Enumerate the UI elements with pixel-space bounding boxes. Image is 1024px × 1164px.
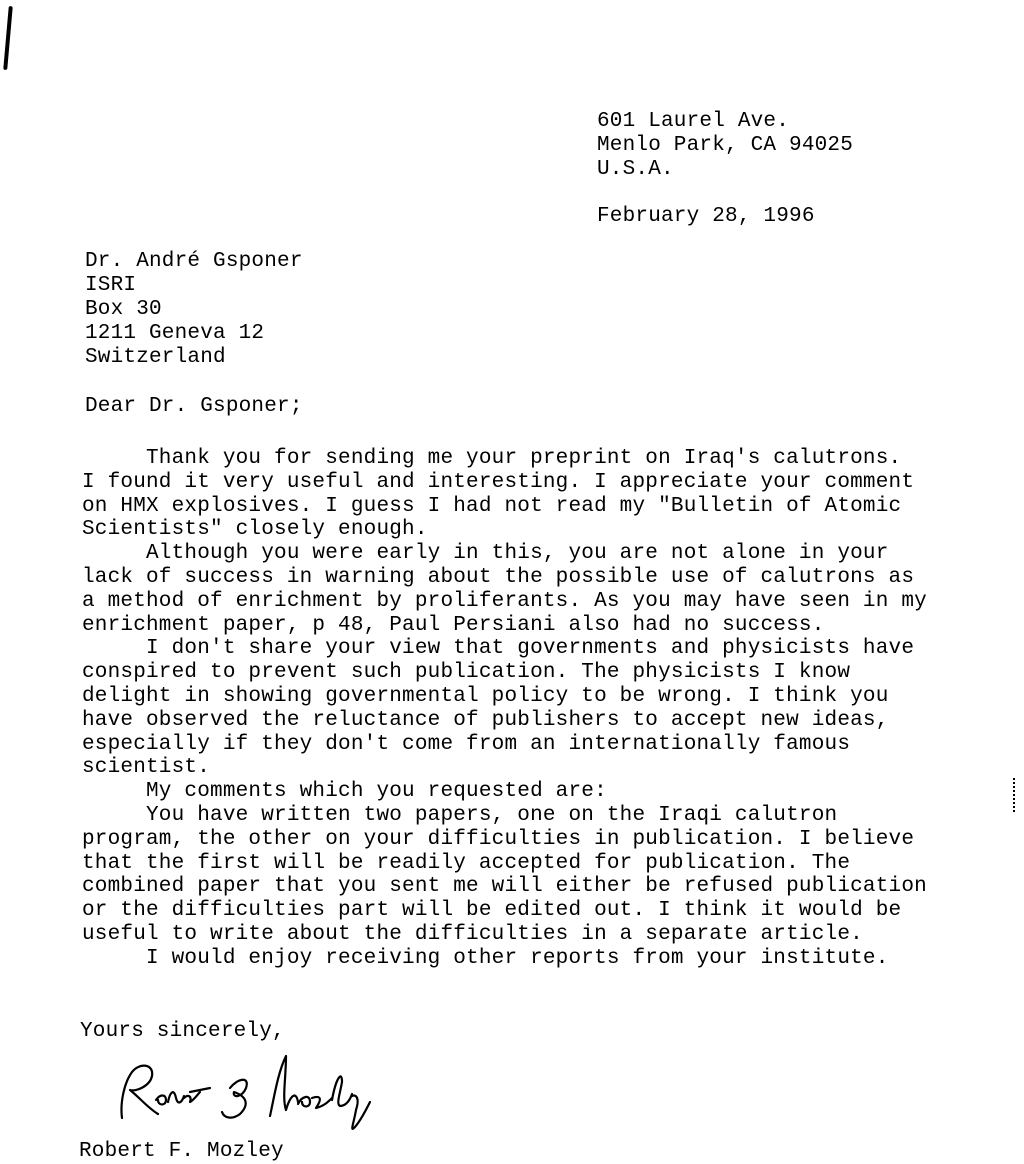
body-line: Scientists" closely enough.	[82, 518, 428, 542]
body-line: useful to write about the difficulties in a separate article.	[82, 922, 863, 946]
recipient-line: 1211 Geneva 12	[85, 322, 265, 345]
return-address-line: U.S.A.	[597, 158, 674, 181]
recipient-address	[85, 250, 303, 370]
body-line: a method of enrichment by proliferants. As you may have seen in my	[82, 589, 927, 613]
letter-date: February 28, 1996	[597, 205, 815, 228]
body-line: scientist.	[82, 756, 211, 780]
recipient-line: Box 30	[85, 298, 162, 321]
return-address-line: 601 Laurel Ave.	[597, 110, 790, 133]
body-line: conspired to prevent such publication. The physicists I know	[82, 661, 851, 685]
body-line: I would enjoy receiving other reports from your institute.	[82, 946, 889, 970]
body-line: have observed the reluctance of publishers to accept new ideas,	[82, 708, 889, 732]
body-line: program, the other on your difficulties in publication. I believe	[82, 827, 915, 851]
body-line: enrichment paper, p 48, Paul Persiani also had no success.	[82, 613, 825, 637]
body-line: My comments which you requested are:	[82, 780, 607, 804]
body-line: You have written two papers, one on the Iraqi calutron	[82, 803, 838, 827]
body-line: combined paper that you sent me will either be refused publication	[82, 875, 927, 899]
body-line: Although you were early in this, you are not alone in your	[82, 542, 889, 566]
margin-mark	[3, 6, 13, 70]
body-line: I found it very useful and interesting. I appreciate your comment	[82, 470, 915, 494]
body-line: on HMX explosives. I guess I had not read my "Bulletin of Atomic	[82, 494, 902, 518]
body-line: I don't share your view that governments and physicists have	[82, 637, 915, 661]
body-line: especially if they don't come from an internationally famous	[82, 732, 851, 756]
body-line: lack of success in warning about the possible use of calutrons as	[82, 565, 915, 589]
return-address-line: Menlo Park, CA 94025	[597, 134, 854, 157]
return-address	[597, 110, 853, 182]
recipient-line: Dr. André Gsponer	[85, 250, 303, 273]
salutation: Dear Dr. Gsponer;	[85, 395, 303, 418]
letter-body	[82, 447, 1022, 971]
body-line: that the first will be readily accepted for publication. The	[82, 851, 851, 875]
body-line: Thank you for sending me your preprint on Iraq's calutrons.	[82, 447, 902, 470]
closing: Yours sincerely,	[80, 1020, 285, 1043]
body-line: delight in showing governmental policy to be wrong. I think you	[82, 684, 889, 708]
stray-mark	[1013, 778, 1017, 812]
signer-name: Robert F. Mozley	[79, 1140, 284, 1163]
recipient-line: ISRI	[85, 274, 137, 297]
body-line: or the difficulties part will be edited out. I think it would be	[82, 899, 902, 923]
recipient-line: Switzerland	[85, 346, 226, 369]
signature-icon	[110, 1048, 410, 1138]
